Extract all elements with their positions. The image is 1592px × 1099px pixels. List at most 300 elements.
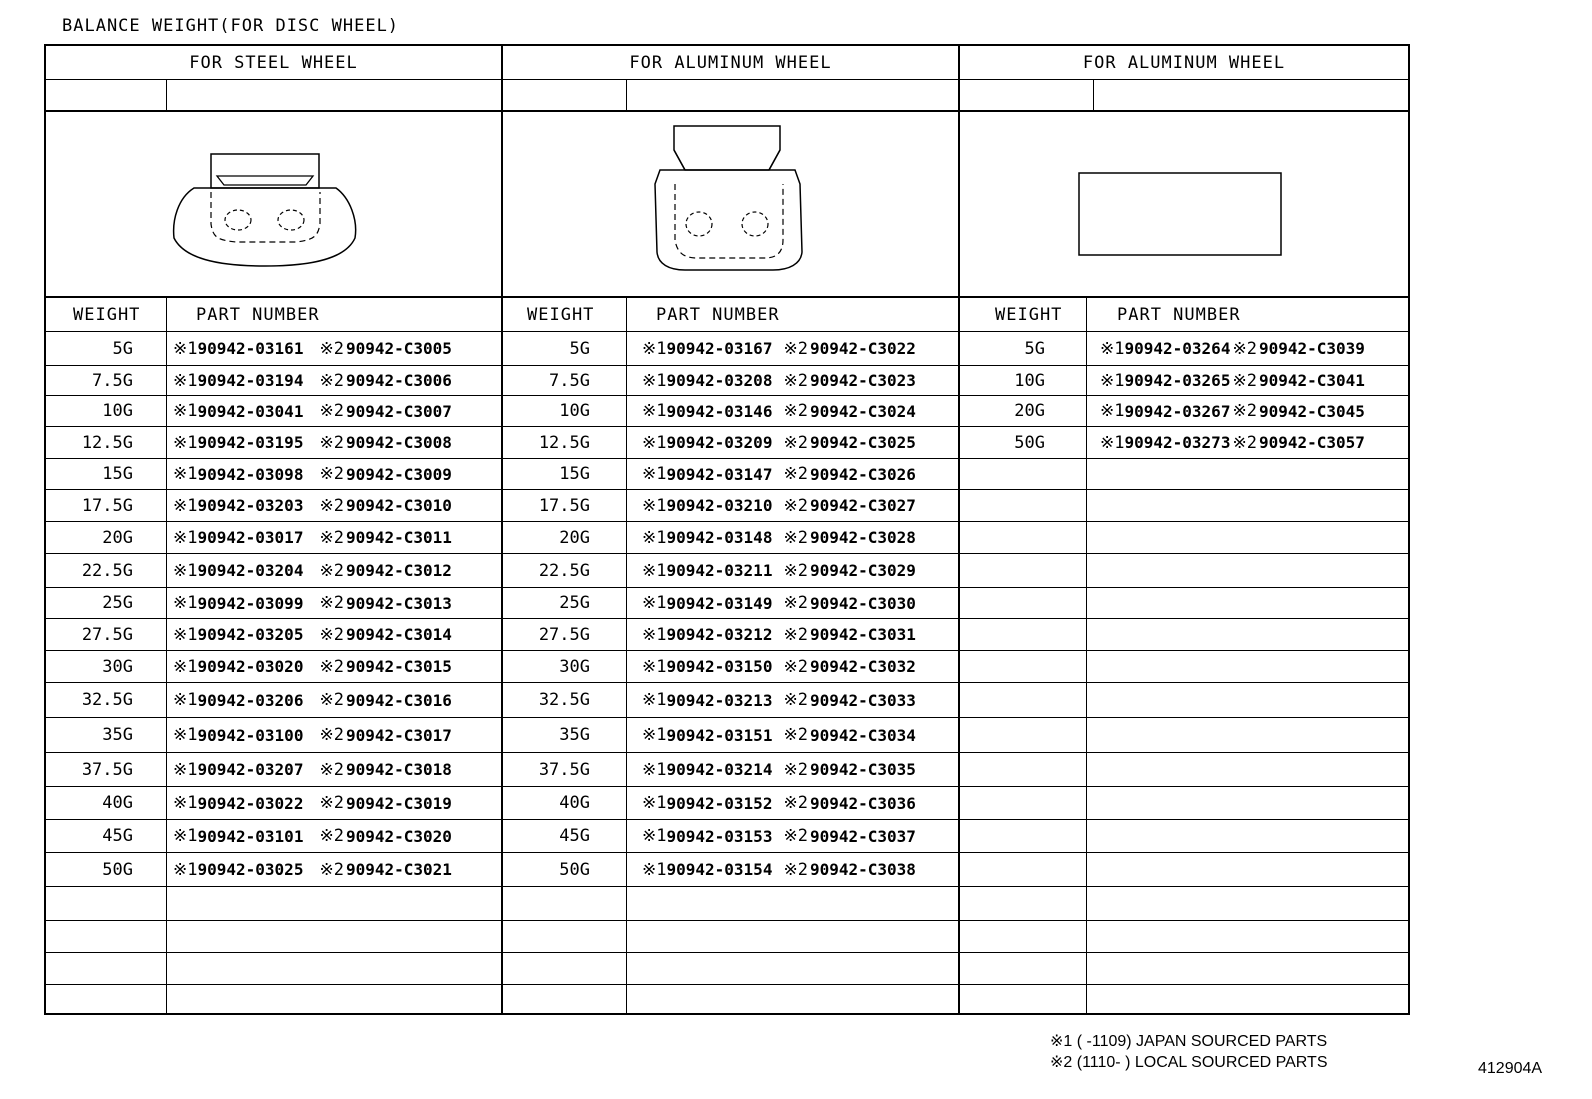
weight-cell: 37.5G <box>538 759 590 780</box>
japan-sourced-mark: ※1 <box>642 656 667 677</box>
japan-sourced-mark: ※1 <box>642 725 667 745</box>
local-sourced-mark: ※2 <box>319 401 344 421</box>
weight-cell: 5G <box>112 338 133 359</box>
part-table <box>46 298 501 1013</box>
local-part-number: 90942-C3010 <box>345 496 452 515</box>
table-row <box>46 683 501 718</box>
japan-part-number: 90942-03264 <box>1124 339 1231 358</box>
table-row <box>503 985 958 1017</box>
local-sourced-mark: ※2 <box>319 759 344 780</box>
part-number-cell <box>173 490 452 521</box>
weight-cell: 25G <box>559 593 590 613</box>
table-row <box>46 985 501 1017</box>
section-aluminum-wheel <box>501 46 958 1013</box>
section-steel-wheel <box>46 46 501 1013</box>
weight-cell: 50G <box>102 859 133 880</box>
table-row <box>503 887 958 921</box>
weight-cell: 30G <box>102 656 133 677</box>
local-part-number: 90942-C3012 <box>345 561 452 580</box>
table-row <box>960 396 1408 427</box>
table-row <box>960 554 1408 588</box>
table-row <box>960 787 1408 820</box>
japan-sourced-mark: ※1 <box>642 432 667 453</box>
table-row <box>503 718 958 753</box>
japan-sourced-mark: ※1 <box>1100 370 1125 391</box>
local-part-number: 90942-C3023 <box>809 371 916 390</box>
part-number-cell <box>642 651 916 682</box>
part-number-cell <box>173 554 452 587</box>
table-row <box>46 490 501 522</box>
japan-sourced-mark: ※1 <box>642 826 667 846</box>
table-row <box>503 787 958 820</box>
local-sourced-mark: ※2 <box>319 338 344 359</box>
part-number-cell <box>642 427 916 458</box>
local-part-number: 90942-C3035 <box>809 760 916 779</box>
japan-sourced-mark: ※1 <box>642 527 667 548</box>
table-row <box>46 651 501 683</box>
local-part-number: 90942-C3007 <box>345 401 452 421</box>
local-part-number: 90942-C3026 <box>809 464 916 484</box>
local-part-number: 90942-C3005 <box>345 339 452 358</box>
japan-sourced-mark: ※1 <box>173 370 198 391</box>
local-sourced-mark: ※2 <box>319 495 344 516</box>
local-sourced-mark: ※2 <box>783 464 808 484</box>
local-sourced-mark: ※2 <box>783 690 808 710</box>
weight-cell: 7.5G <box>92 370 133 391</box>
local-sourced-mark: ※2 <box>319 370 344 391</box>
table-row <box>46 753 501 787</box>
part-number-cell <box>642 366 916 395</box>
japan-part-number: 90942-03206 <box>197 690 304 710</box>
weight-cell: 27.5G <box>81 624 133 645</box>
part-number-cell <box>1100 366 1365 395</box>
local-part-number: 90942-C3017 <box>345 725 452 745</box>
local-sourced-mark: ※2 <box>319 527 344 548</box>
local-sourced-mark: ※2 <box>783 725 808 745</box>
document-title: BALANCE WEIGHT(FOR DISC WHEEL) <box>62 16 400 36</box>
footnote-japan-sourced: ※1 ( -1109) JAPAN SOURCED PARTS <box>1050 1033 1328 1050</box>
japan-sourced-mark: ※1 <box>173 656 198 677</box>
table-row <box>960 985 1408 1017</box>
weight-cell: 17.5G <box>538 495 590 516</box>
part-number-cell <box>1100 332 1365 365</box>
clip-on-weight-icon <box>46 112 499 296</box>
japan-sourced-mark: ※1 <box>642 370 667 391</box>
weight-column-header: WEIGHT <box>73 304 141 325</box>
weight-cell: 37.5G <box>81 759 133 780</box>
weight-cell: 12.5G <box>81 432 133 453</box>
weight-cell: 40G <box>559 793 590 813</box>
local-sourced-mark: ※2 <box>783 495 808 516</box>
japan-part-number: 90942-03205 <box>197 625 304 644</box>
weight-cell: 45G <box>559 826 590 846</box>
part-table <box>503 298 958 1013</box>
local-part-number: 90942-C3024 <box>809 401 916 421</box>
local-part-number: 90942-C3034 <box>809 725 916 745</box>
local-sourced-mark: ※2 <box>319 432 344 453</box>
japan-sourced-mark: ※1 <box>642 338 667 359</box>
weight-cell: 12.5G <box>538 432 590 453</box>
local-part-number: 90942-C3008 <box>345 433 452 452</box>
japan-part-number: 90942-03210 <box>666 496 773 515</box>
part-number-cell <box>642 490 916 521</box>
table-row <box>46 588 501 619</box>
part-number-cell <box>642 396 916 426</box>
japan-sourced-mark: ※1 <box>173 527 198 548</box>
part-number-cell <box>642 853 916 886</box>
part-number-cell <box>173 718 452 752</box>
part-number-cell <box>173 753 452 786</box>
weight-cell: 10G <box>1014 370 1045 391</box>
weight-column-header: WEIGHT <box>527 304 595 325</box>
japan-part-number: 90942-03207 <box>197 760 304 779</box>
local-part-number: 90942-C3045 <box>1258 401 1365 421</box>
part-number-column-header: PART NUMBER <box>196 304 320 325</box>
table-row <box>503 588 958 619</box>
local-part-number: 90942-C3027 <box>809 496 916 515</box>
local-part-number: 90942-C3037 <box>809 826 916 846</box>
section-heading: FOR ALUMINUM WHEEL <box>503 46 958 80</box>
table-row <box>503 366 958 396</box>
table-row <box>46 396 501 427</box>
part-number-cell <box>173 459 452 489</box>
table-row <box>960 366 1408 396</box>
local-sourced-mark: ※2 <box>319 826 344 846</box>
table-row <box>503 619 958 651</box>
table-row <box>960 588 1408 619</box>
table-row <box>503 853 958 887</box>
local-part-number: 90942-C3032 <box>809 657 916 676</box>
part-number-cell <box>642 820 916 852</box>
japan-part-number: 90942-03146 <box>666 401 773 421</box>
blank-sub-header <box>960 80 1408 112</box>
local-part-number: 90942-C3038 <box>809 860 916 879</box>
japan-part-number: 90942-03025 <box>197 860 304 879</box>
weight-cell: 32.5G <box>538 690 590 710</box>
japan-part-number: 90942-03204 <box>197 561 304 580</box>
weight-cell: 15G <box>559 464 590 484</box>
local-sourced-mark: ※2 <box>783 859 808 880</box>
japan-part-number: 90942-03152 <box>666 793 773 813</box>
japan-sourced-mark: ※1 <box>173 432 198 453</box>
weight-cell: 20G <box>1014 401 1045 421</box>
local-part-number: 90942-C3041 <box>1258 371 1365 390</box>
table-row <box>503 332 958 366</box>
local-part-number: 90942-C3018 <box>345 760 452 779</box>
local-sourced-mark: ※2 <box>319 690 344 710</box>
weight-cell: 5G <box>569 338 590 359</box>
table-row <box>503 522 958 554</box>
japan-sourced-mark: ※1 <box>642 401 667 421</box>
local-sourced-mark: ※2 <box>319 624 344 645</box>
japan-sourced-mark: ※1 <box>173 593 198 613</box>
local-part-number: 90942-C3009 <box>345 464 452 484</box>
table-row <box>46 554 501 588</box>
section-aluminum-wheel-adhesive <box>958 46 1408 1013</box>
table-row <box>960 619 1408 651</box>
illustration-id: 412904A <box>1478 1060 1543 1077</box>
table-row <box>503 459 958 490</box>
table-row <box>960 921 1408 953</box>
local-sourced-mark: ※2 <box>1232 370 1257 391</box>
part-number-cell <box>173 651 452 682</box>
japan-sourced-mark: ※1 <box>1100 432 1125 453</box>
japan-sourced-mark: ※1 <box>173 826 198 846</box>
part-number-cell <box>173 588 452 618</box>
local-part-number: 90942-C3022 <box>809 339 916 358</box>
local-sourced-mark: ※2 <box>319 859 344 880</box>
table-row <box>503 953 958 985</box>
japan-part-number: 90942-03161 <box>197 339 304 358</box>
table-row <box>960 683 1408 718</box>
table-row <box>46 522 501 554</box>
local-part-number: 90942-C3029 <box>809 561 916 580</box>
part-number-cell <box>642 753 916 786</box>
table-row <box>960 522 1408 554</box>
weight-cell: 40G <box>102 793 133 813</box>
local-sourced-mark: ※2 <box>319 725 344 745</box>
japan-part-number: 90942-03101 <box>197 826 304 846</box>
part-number-cell <box>173 366 452 395</box>
part-number-column-header: PART NUMBER <box>656 304 780 325</box>
japan-part-number: 90942-03020 <box>197 657 304 676</box>
table-row <box>503 683 958 718</box>
adhesive-weight-illustration <box>960 112 1408 298</box>
table-row <box>46 332 501 366</box>
japan-sourced-mark: ※1 <box>642 593 667 613</box>
local-sourced-mark: ※2 <box>319 656 344 677</box>
japan-sourced-mark: ※1 <box>173 859 198 880</box>
weight-cell: 32.5G <box>81 690 133 710</box>
part-number-cell <box>642 588 916 618</box>
weight-cell: 50G <box>559 859 590 880</box>
japan-sourced-mark: ※1 <box>642 859 667 880</box>
weight-column-header: WEIGHT <box>995 304 1063 325</box>
table-row <box>46 427 501 459</box>
table-row <box>46 921 501 953</box>
japan-sourced-mark: ※1 <box>642 495 667 516</box>
japan-part-number: 90942-03211 <box>666 561 773 580</box>
japan-sourced-mark: ※1 <box>642 690 667 710</box>
part-number-cell <box>642 718 916 752</box>
part-number-cell <box>173 853 452 886</box>
local-sourced-mark: ※2 <box>783 624 808 645</box>
part-number-column-header: PART NUMBER <box>1117 304 1241 325</box>
japan-sourced-mark: ※1 <box>173 759 198 780</box>
japan-part-number: 90942-03273 <box>1124 433 1231 452</box>
section-heading: FOR STEEL WHEEL <box>46 46 501 80</box>
table-row <box>46 459 501 490</box>
local-part-number: 90942-C3036 <box>809 793 916 813</box>
table-row <box>503 396 958 427</box>
local-sourced-mark: ※2 <box>783 826 808 846</box>
local-sourced-mark: ※2 <box>783 432 808 453</box>
table-row <box>46 853 501 887</box>
weight-cell: 17.5G <box>81 495 133 516</box>
japan-sourced-mark: ※1 <box>173 338 198 359</box>
table-row <box>503 490 958 522</box>
local-sourced-mark: ※2 <box>783 401 808 421</box>
part-number-cell <box>642 332 916 365</box>
table-row <box>46 887 501 921</box>
weight-cell: 5G <box>1024 338 1045 359</box>
local-part-number: 90942-C3020 <box>345 826 452 846</box>
japan-part-number: 90942-03150 <box>666 657 773 676</box>
japan-part-number: 90942-03041 <box>197 401 304 421</box>
local-sourced-mark: ※2 <box>783 593 808 613</box>
local-part-number: 90942-C3030 <box>809 593 916 613</box>
column-header-row <box>960 298 1408 332</box>
local-part-number: 90942-C3033 <box>809 690 916 710</box>
section-heading: FOR ALUMINUM WHEEL <box>960 46 1408 80</box>
local-sourced-mark: ※2 <box>1232 338 1257 359</box>
local-part-number: 90942-C3013 <box>345 593 452 613</box>
weight-cell: 30G <box>559 656 590 677</box>
weight-cell: 50G <box>1014 432 1045 453</box>
table-row <box>960 953 1408 985</box>
local-part-number: 90942-C3019 <box>345 793 452 813</box>
weight-cell: 22.5G <box>538 560 590 581</box>
japan-sourced-mark: ※1 <box>642 793 667 813</box>
weight-cell: 45G <box>102 826 133 846</box>
japan-sourced-mark: ※1 <box>642 759 667 780</box>
japan-part-number: 90942-03149 <box>666 593 773 613</box>
japan-part-number: 90942-03203 <box>197 496 304 515</box>
japan-part-number: 90942-03017 <box>197 528 304 547</box>
table-row <box>503 921 958 953</box>
table-row <box>960 332 1408 366</box>
part-number-cell <box>173 332 452 365</box>
local-sourced-mark: ※2 <box>783 370 808 391</box>
japan-part-number: 90942-03099 <box>197 593 304 613</box>
local-sourced-mark: ※2 <box>783 759 808 780</box>
part-table <box>960 298 1408 1013</box>
part-number-cell <box>173 683 452 717</box>
japan-part-number: 90942-03148 <box>666 528 773 547</box>
local-sourced-mark: ※2 <box>783 338 808 359</box>
weight-cell: 10G <box>102 401 133 421</box>
japan-part-number: 90942-03151 <box>666 725 773 745</box>
table-row <box>503 651 958 683</box>
local-sourced-mark: ※2 <box>319 793 344 813</box>
adhesive-weight-icon <box>960 112 1408 296</box>
part-number-cell <box>642 522 916 553</box>
local-part-number: 90942-C3039 <box>1258 339 1365 358</box>
table-row <box>46 718 501 753</box>
local-part-number: 90942-C3011 <box>345 528 452 547</box>
japan-sourced-mark: ※1 <box>173 725 198 745</box>
clip-on-weight-icon <box>503 112 958 296</box>
table-row <box>46 820 501 853</box>
blank-sub-header <box>503 80 958 112</box>
weight-cell: 35G <box>102 725 133 745</box>
japan-part-number: 90942-03214 <box>666 760 773 779</box>
aluminum-wheel-weight-illustration <box>503 112 958 298</box>
weight-cell: 20G <box>559 527 590 548</box>
local-sourced-mark: ※2 <box>783 656 808 677</box>
japan-part-number: 90942-03098 <box>197 464 304 484</box>
part-number-cell <box>1100 427 1365 458</box>
japan-part-number: 90942-03267 <box>1124 401 1231 421</box>
table-row <box>503 820 958 853</box>
weight-cell: 25G <box>102 593 133 613</box>
weight-cell: 27.5G <box>538 624 590 645</box>
japan-part-number: 90942-03194 <box>197 371 304 390</box>
japan-sourced-mark: ※1 <box>642 624 667 645</box>
local-sourced-mark: ※2 <box>319 560 344 581</box>
japan-part-number: 90942-03265 <box>1124 371 1231 390</box>
table-row <box>960 427 1408 459</box>
local-sourced-mark: ※2 <box>319 593 344 613</box>
weight-cell: 20G <box>102 527 133 548</box>
table-row <box>503 554 958 588</box>
japan-part-number: 90942-03100 <box>197 725 304 745</box>
column-divider <box>1086 298 1087 1013</box>
local-part-number: 90942-C3057 <box>1258 433 1365 452</box>
table-row <box>960 853 1408 887</box>
part-number-cell <box>1100 396 1365 426</box>
source-legend <box>1050 1031 1327 1073</box>
local-part-number: 90942-C3031 <box>809 625 916 644</box>
local-sourced-mark: ※2 <box>783 793 808 813</box>
part-number-cell <box>642 787 916 819</box>
table-row <box>960 753 1408 787</box>
weight-cell: 10G <box>559 401 590 421</box>
local-sourced-mark: ※2 <box>1232 432 1257 453</box>
japan-sourced-mark: ※1 <box>173 401 198 421</box>
japan-sourced-mark: ※1 <box>173 464 198 484</box>
part-number-cell <box>642 683 916 717</box>
weight-cell: 35G <box>559 725 590 745</box>
part-number-cell <box>642 619 916 650</box>
part-number-cell <box>173 522 452 553</box>
japan-sourced-mark: ※1 <box>642 560 667 581</box>
part-number-cell <box>173 619 452 650</box>
local-sourced-mark: ※2 <box>319 464 344 484</box>
japan-part-number: 90942-03153 <box>666 826 773 846</box>
table-row <box>46 619 501 651</box>
japan-sourced-mark: ※1 <box>642 464 667 484</box>
part-number-cell <box>173 396 452 426</box>
weight-cell: 7.5G <box>549 370 590 391</box>
table-row <box>960 718 1408 753</box>
japan-sourced-mark: ※1 <box>173 560 198 581</box>
japan-sourced-mark: ※1 <box>173 690 198 710</box>
table-row <box>503 753 958 787</box>
balance-weight-sheet <box>44 44 1410 1015</box>
japan-sourced-mark: ※1 <box>173 495 198 516</box>
japan-sourced-mark: ※1 <box>173 624 198 645</box>
local-part-number: 90942-C3006 <box>345 371 452 390</box>
local-part-number: 90942-C3014 <box>345 625 452 644</box>
column-header-row <box>46 298 501 332</box>
column-divider <box>166 298 167 1013</box>
table-row <box>960 490 1408 522</box>
local-part-number: 90942-C3015 <box>345 657 452 676</box>
steel-wheel-weight-illustration <box>46 112 501 298</box>
japan-part-number: 90942-03208 <box>666 371 773 390</box>
japan-part-number: 90942-03022 <box>197 793 304 813</box>
table-row <box>960 651 1408 683</box>
local-part-number: 90942-C3021 <box>345 860 452 879</box>
japan-sourced-mark: ※1 <box>173 793 198 813</box>
japan-part-number: 90942-03147 <box>666 464 773 484</box>
part-number-cell <box>173 427 452 458</box>
japan-part-number: 90942-03195 <box>197 433 304 452</box>
local-part-number: 90942-C3025 <box>809 433 916 452</box>
table-row <box>46 787 501 820</box>
table-row <box>503 427 958 459</box>
